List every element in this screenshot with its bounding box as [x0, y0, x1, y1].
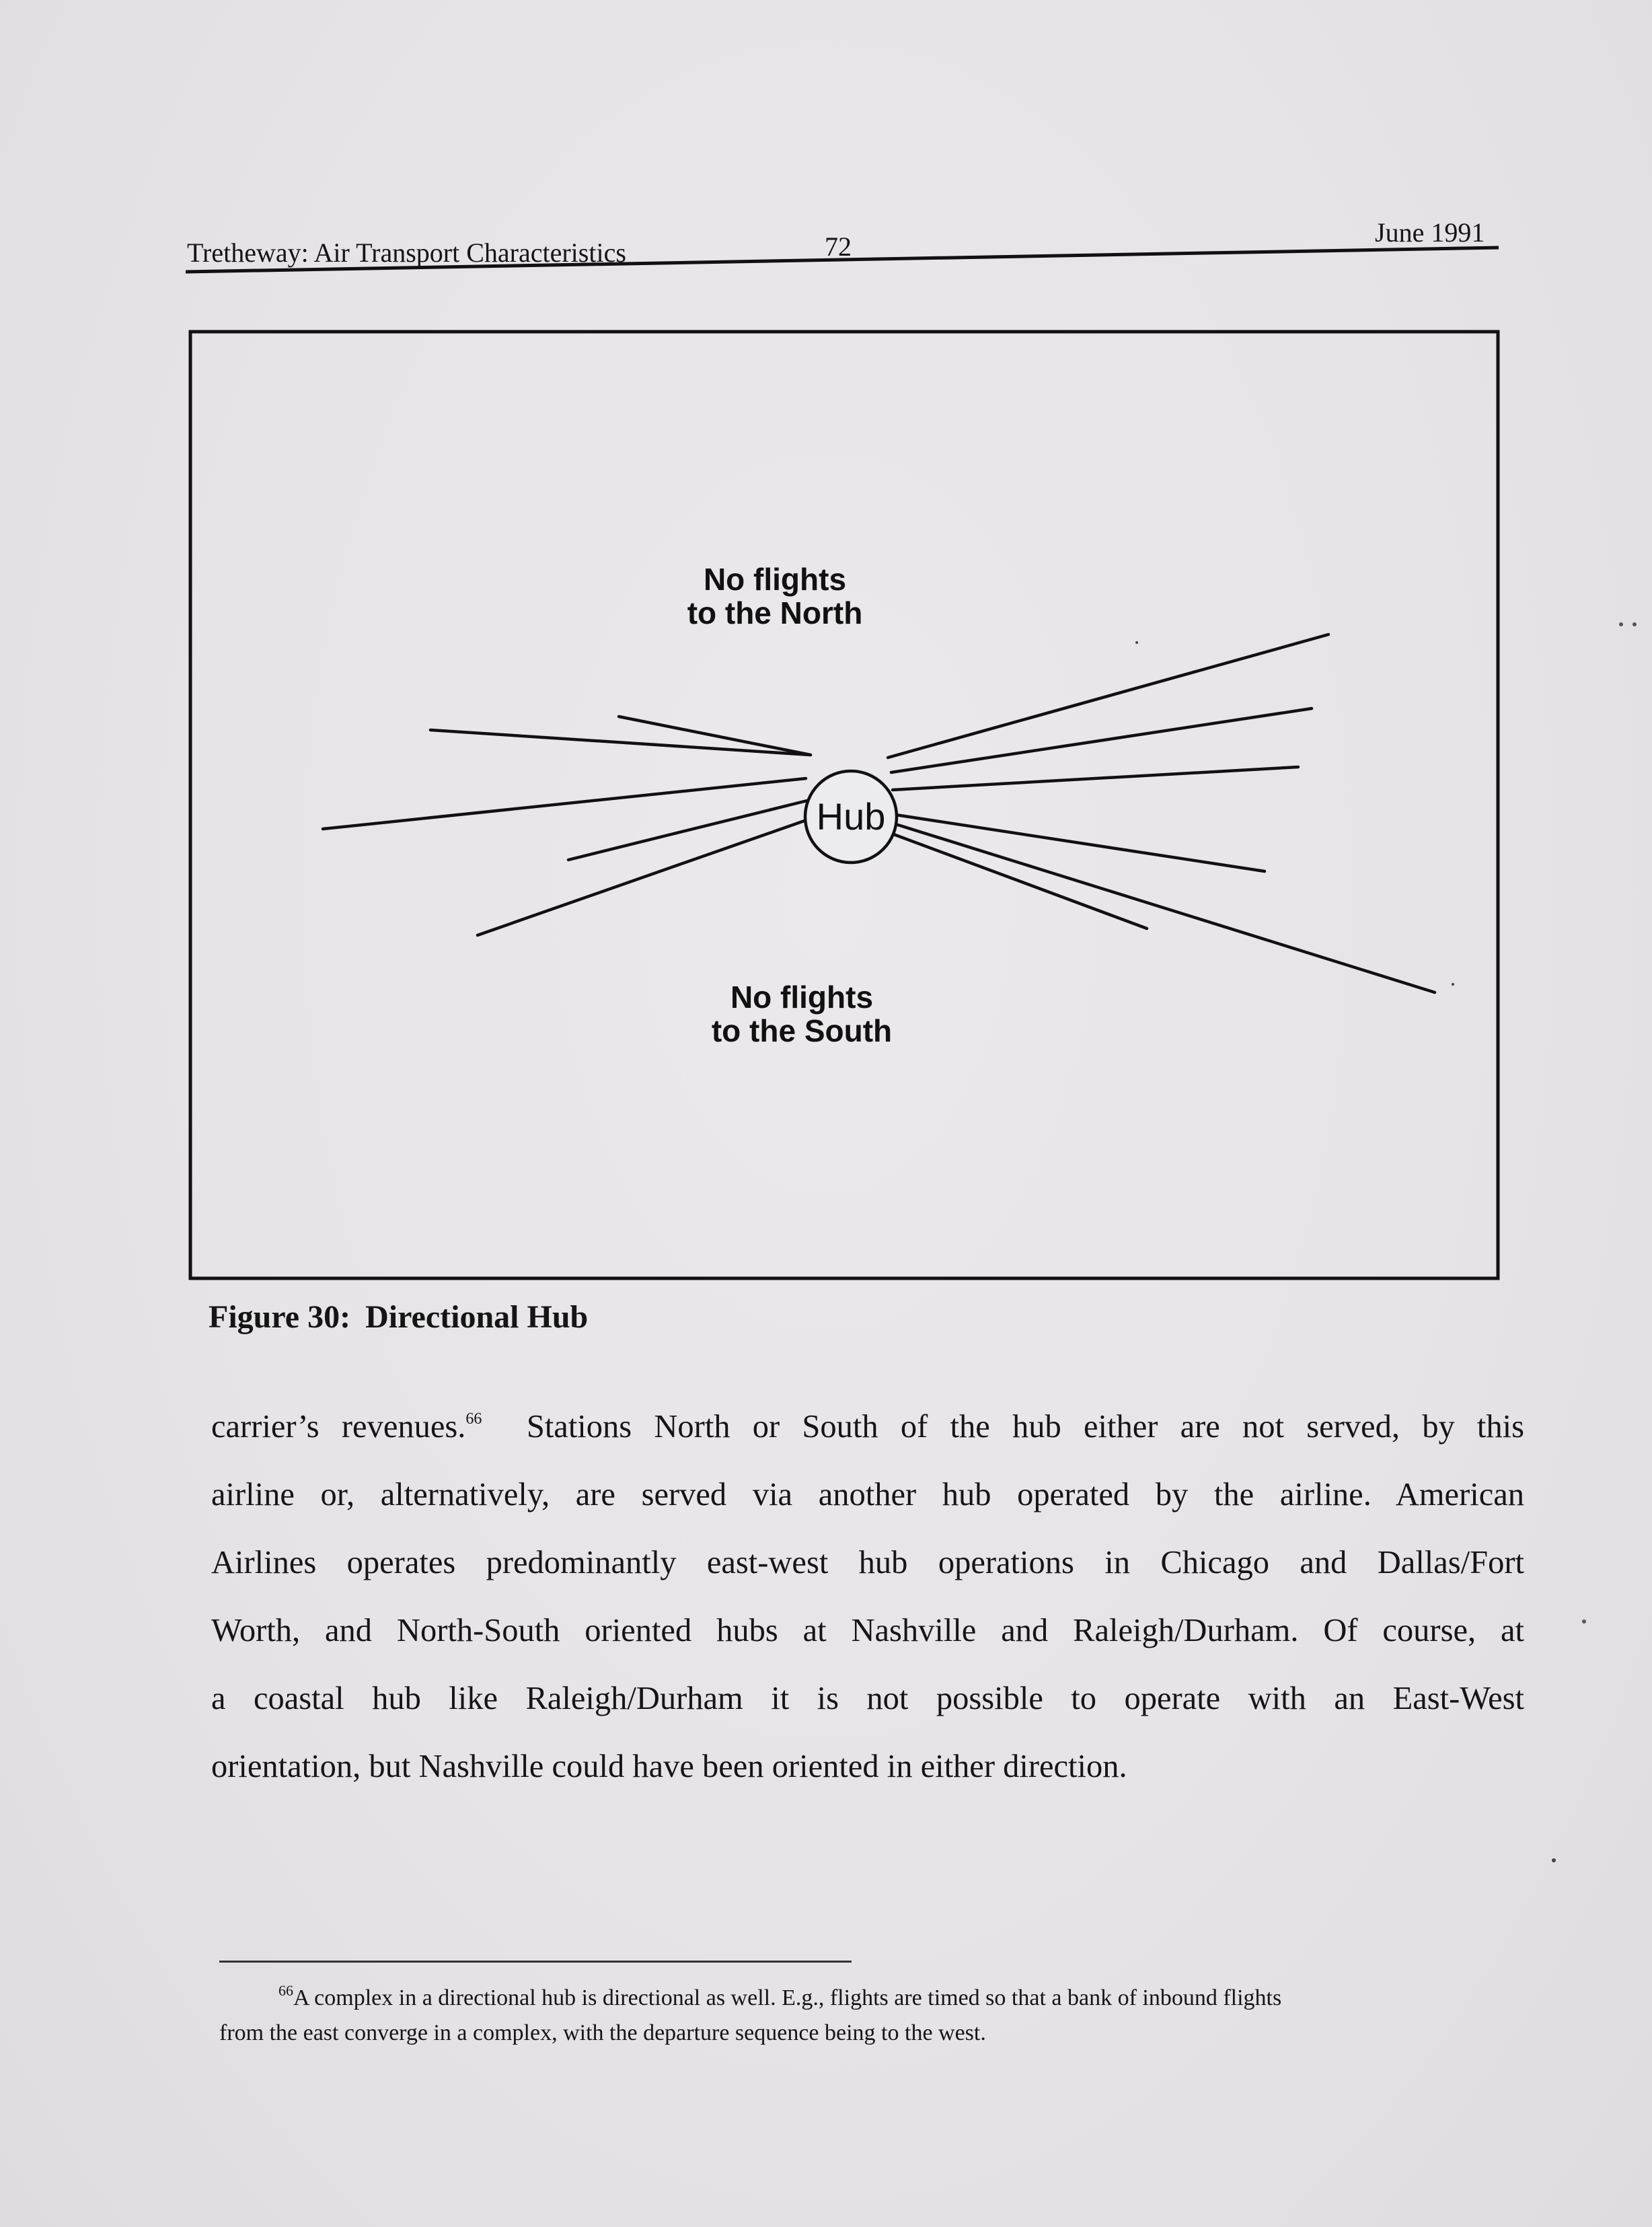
footnote-reference[interactable]: 66 [465, 1410, 482, 1428]
footnote-text-1: A complex in a directional hub is directional as well. E.g., flights are timed so that a bank of inbound flights [293, 1985, 1282, 2010]
footnote-text-2: from the east converge in a complex, with the departure sequence being to the west. [219, 2020, 986, 2045]
body-line: orientation, but Nashville could have been oriented in either direction. [211, 1749, 1127, 1784]
north-label-line1: No flights [703, 562, 847, 597]
caption-title: Directional Hub [365, 1299, 589, 1335]
header-date: June 1991 [1375, 217, 1485, 248]
body-line: Worth, and North-South oriented hubs at Nashville and Raleigh/Durham. Of course, at [211, 1613, 1524, 1648]
header-page-number: 72 [825, 231, 852, 262]
body-line-start: carrier’s revenues. [211, 1409, 466, 1445]
body-line: airline or, alternatively, are served via another hub operated by the airline. American [211, 1477, 1524, 1512]
south-label-line1: No flights [730, 980, 874, 1015]
hub-label: Hub [816, 795, 886, 838]
south-label-line2: to the South [711, 1013, 893, 1048]
header-running-title: Tretheway: Air Transport Characteristics [187, 238, 626, 268]
footnote-marker: 66 [278, 1982, 293, 1999]
body-line-rest: Stations North or South of the hub either are not served, by this [526, 1409, 1525, 1445]
body-line: Airlines operates predominantly east-west hub operations in Chicago and Dallas/Fort [211, 1545, 1524, 1580]
caption-number: Figure 30: [209, 1299, 351, 1335]
body-line: a coastal hub like Raleigh/Durham it is not possible to operate with an East-West [211, 1681, 1524, 1716]
north-label-line2: to the North [687, 595, 863, 630]
